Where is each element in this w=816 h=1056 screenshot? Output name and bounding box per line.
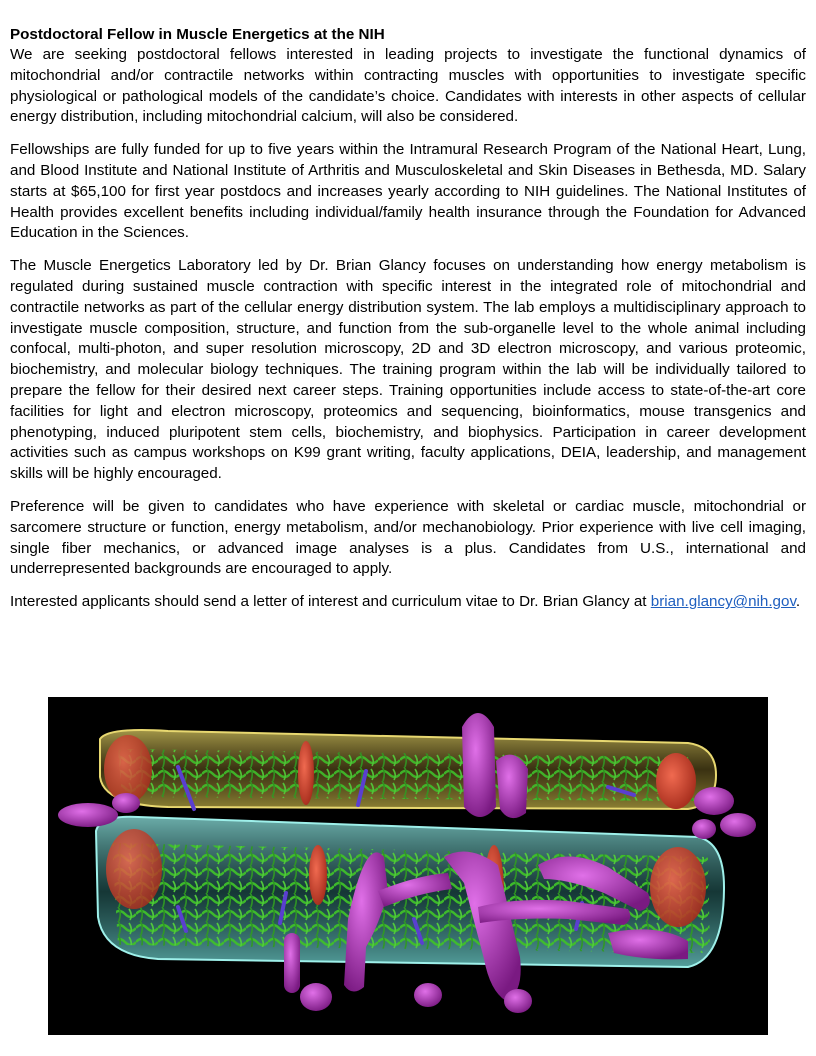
paragraph-funding: Fellowships are fully funded for up to five years within the Intramural Research Program of the National Heart, Lung, and Blood Institute and National Institute of Arthritis and Musculoskeletal and Skin Diseases in Bethesda, MD. Salary starts at $65,100 for first year postdocs and increases yearly according to NIH guidelines. The National Institutes of Health provides excellent benefits including individual/family health insurance through the Foundation for Advanced Education in the Sciences. bbox=[10, 141, 806, 242]
paragraph-contact bbox=[10, 592, 806, 613]
upper-muscle-fiber bbox=[100, 730, 716, 809]
contact-text: Interested applicants should send a letter of interest and curriculum vitae to Dr. Brian Glancy at bbox=[10, 593, 647, 611]
paragraph-lab: The Muscle Energetics Laboratory led by Dr. Brian Glancy focuses on understanding how energy metabolism is regulated during sustained muscle contraction with specific interest in the integrated role of mitochondrial and contractile networks as part of the cellular energy distribution system. The lab employs a multidisciplinary approach to investigate muscle composition, structure, and function from the sub-organelle level to the whole animal including confocal, multi-photon, and super resolution microscopy, 2D and 3D electron microscopy, and various proteomic, biochemistry, and molecular biology techniques. The training program within the lab will be individually tailored to prepare the fellow for their desired next career steps. Training opportunities include access to state-of-the-art core facilities for light and electron microscopy, proteomics and sequencing, bioinformatics, mouse transgenics and phenotyping, induced pluripotent stem cells, biochemistry, and biophysics. Participation in career development activities such as campus workshops on K99 grant writing, faculty applications, DEIA, leadership, and management skills will be highly encouraged. bbox=[10, 257, 806, 483]
posting-title: Postdoctoral Fellow in Muscle Energetics at the NIH bbox=[10, 26, 385, 43]
job-posting bbox=[10, 24, 806, 625]
paragraph-intro: We are seeking postdoctoral fellows interested in leading projects to investigate the functional dynamics of mitochondrial and/or contractile networks within contracting muscles with opportunities to investigate specific physiological or pathological models of the candidate’s choice. Candidates with interests in other aspects of cellular energy distribution, including mitochondrial calcium, will also be considered. bbox=[10, 46, 806, 126]
muscle-3d-rendering bbox=[48, 697, 768, 1035]
email-link[interactable]: brian.glancy@nih.gov bbox=[650, 593, 796, 611]
paragraph-preference: Preference will be given to candidates who have experience with skeletal or cardiac muscle, mitochondrial or sarcomere structure or function, energy metabolism, and/or mechanobiology. Prior experience with live cell imaging, single fiber mechanics, or advanced image analyses is a plus. Candidates from U.S., international and underrepresented backgrounds are encouraged to apply. bbox=[10, 497, 806, 578]
contact-period: . bbox=[795, 593, 801, 611]
muscle-rendering-svg bbox=[48, 697, 768, 1035]
